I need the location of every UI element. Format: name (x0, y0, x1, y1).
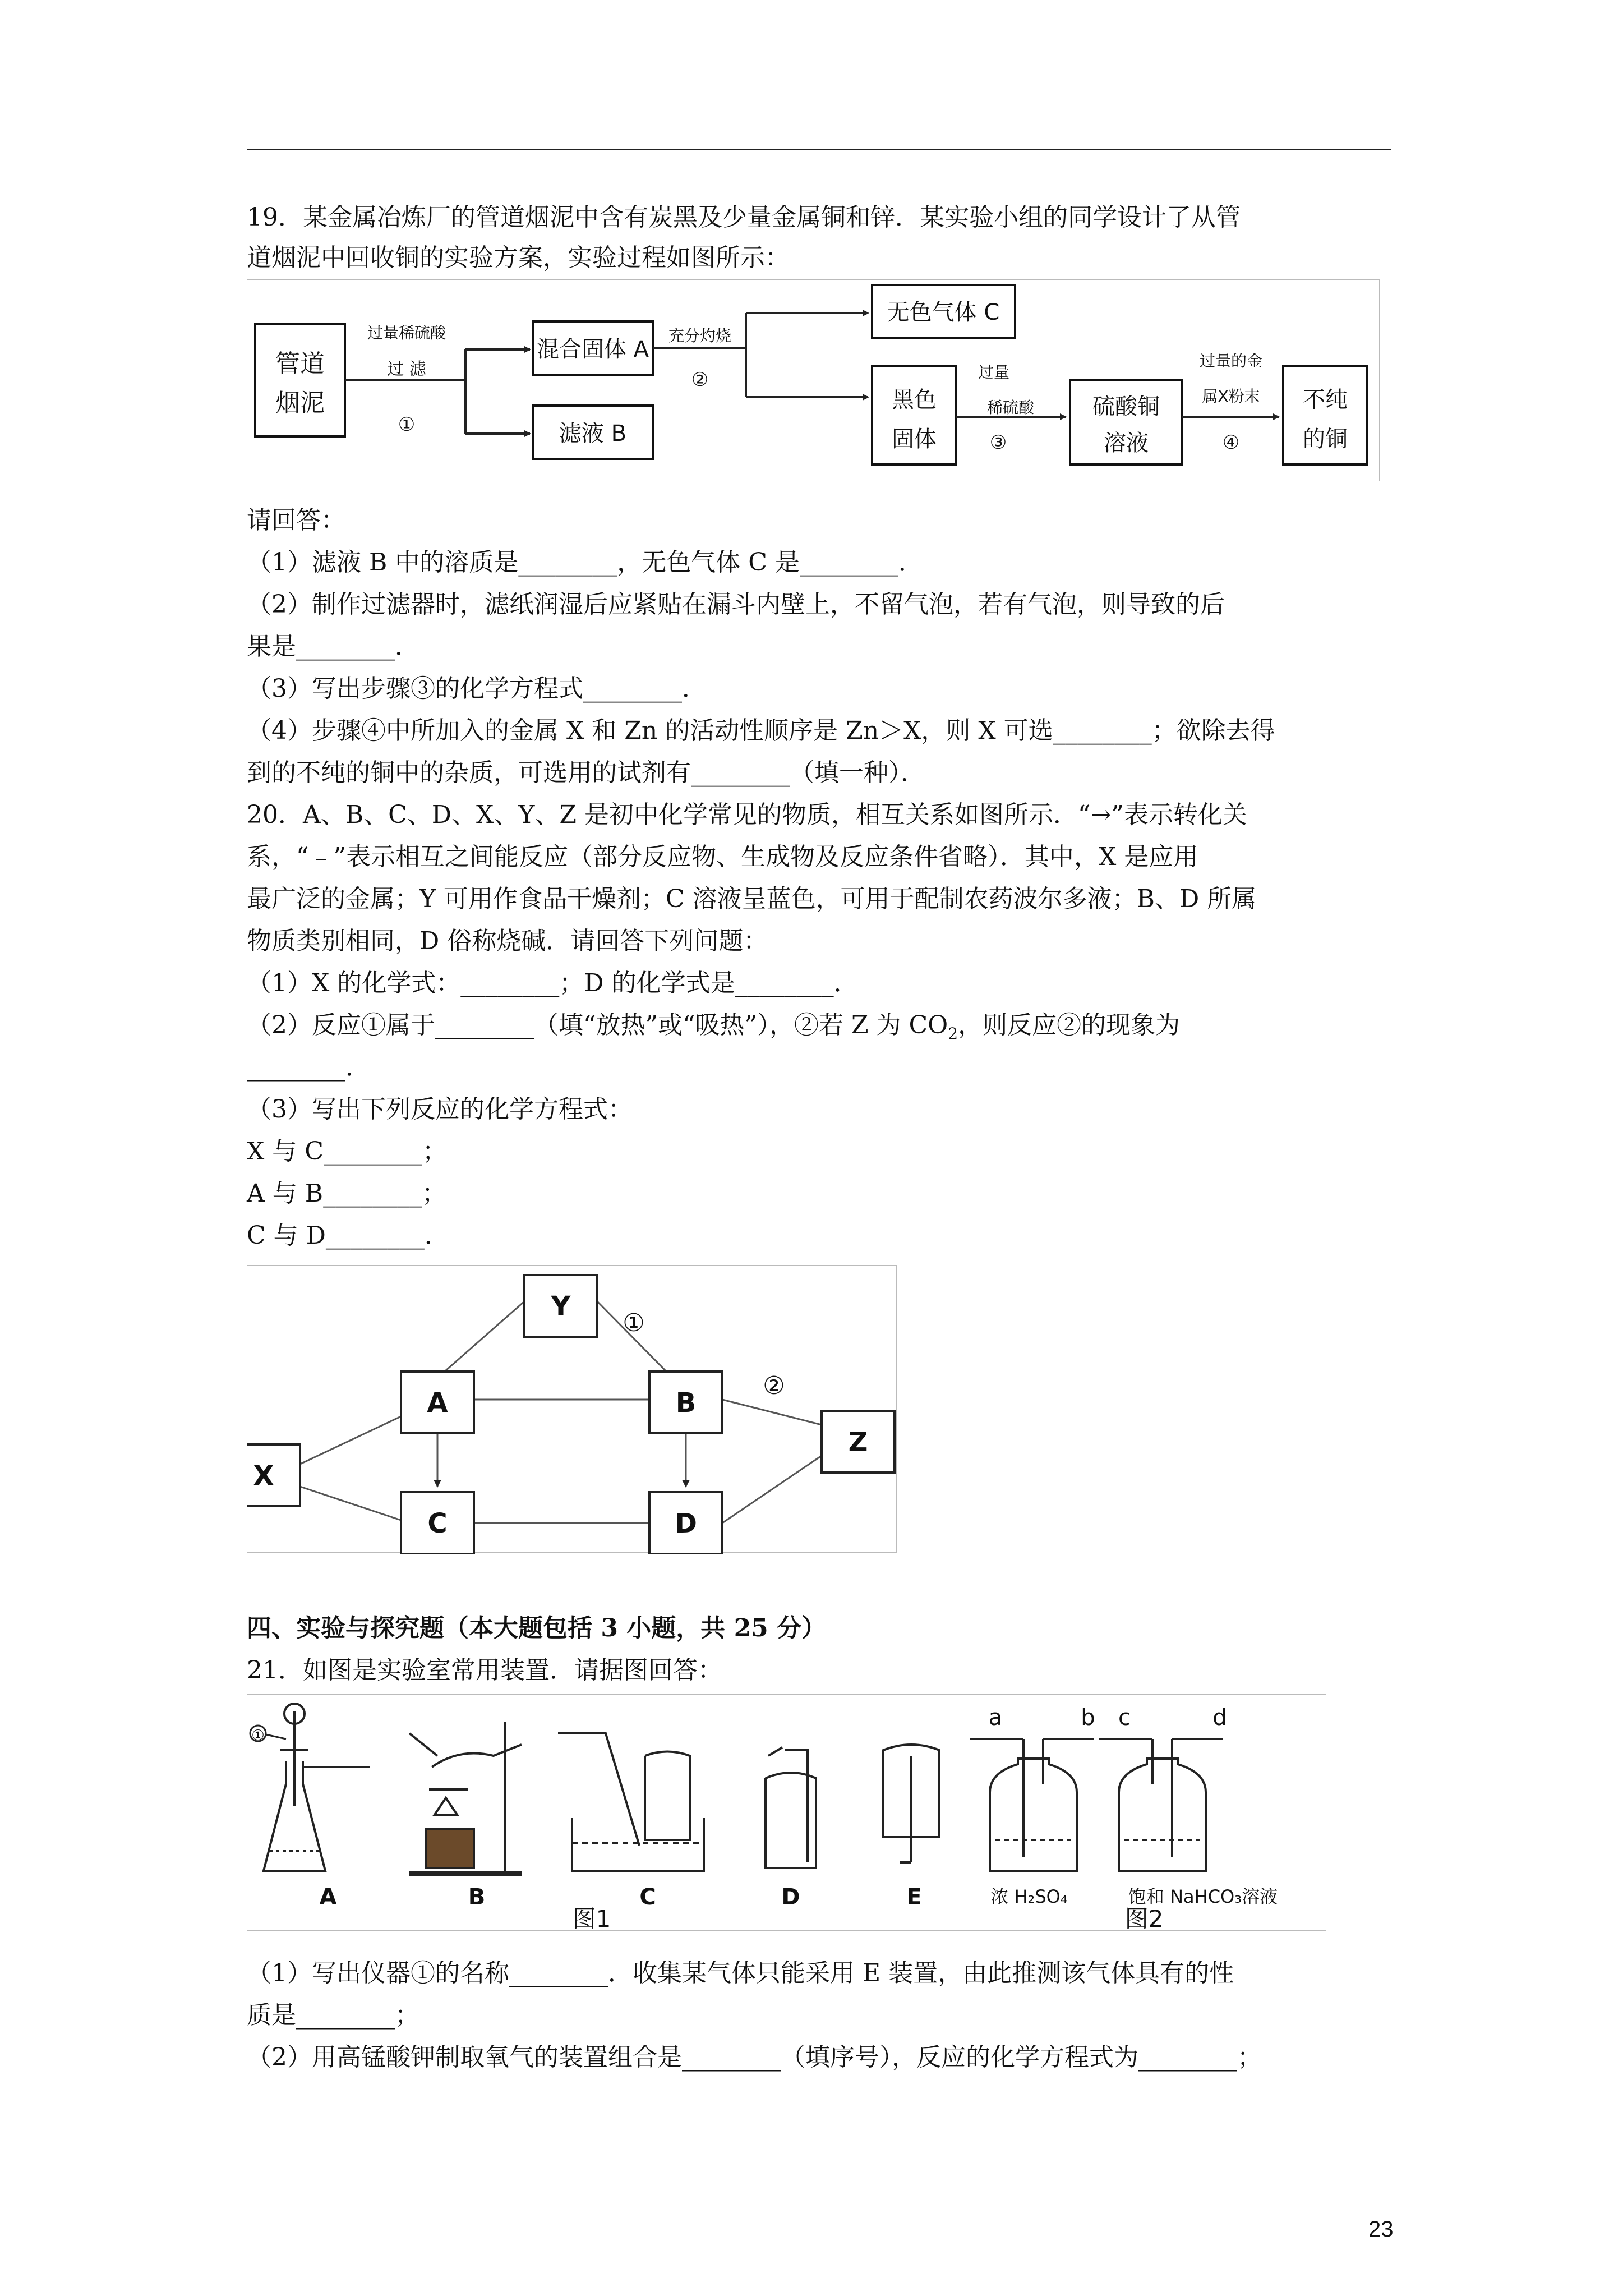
q21-text-line1: 21．如图是实验室常用装置．请据图回答： (247, 1656, 722, 1685)
node-c-label: C (427, 1508, 448, 1539)
q20-eq-xc: X 与 C________； (247, 1137, 447, 1166)
gas-wash-bottle-2 (1099, 1739, 1223, 1871)
apparatus-c (558, 1733, 704, 1871)
flow-arrow1-reagent: 过量稀硫酸 (367, 324, 446, 342)
flow-box-black-line2: 固体 (892, 426, 937, 452)
flow-arrow2-label: 充分灼烧 (668, 326, 732, 345)
flow-box-cu-line1: 不纯 (1303, 387, 1348, 413)
flow-arrow4-label2: 属X粉末 (1202, 387, 1260, 406)
flow-box-start-line2: 烟泥 (275, 389, 325, 417)
q19-part4-line2: 到的不纯的铜中的杂质，可选用的试剂有________（填一种）． (247, 758, 925, 787)
q19-part1: （1）滤液 B 中的溶质是________，无色气体 C 是________． (247, 548, 923, 577)
q21-part1-line2: 质是________； (247, 2001, 419, 2030)
apparatus-d (766, 1747, 816, 1868)
flow-step-4: ④ (1222, 431, 1240, 454)
instrument-1-marker: ① (251, 1727, 265, 1744)
reaction-1-label: ① (623, 1309, 645, 1337)
apparatus-label-d: D (781, 1884, 800, 1910)
flow-arrow3-label1: 过量 (978, 363, 1010, 381)
q19-flow-diagram (247, 279, 1380, 481)
port-d: d (1212, 1705, 1227, 1731)
node-b-label: B (675, 1387, 697, 1419)
q20-part2-post: ，则反应②的现象为 (958, 1011, 1181, 1039)
node-y-label: Y (551, 1291, 571, 1322)
flow-box-c-label: 无色气体 C (887, 300, 1000, 325)
q20-part2-subscript: 2 (948, 1024, 958, 1043)
figure-2-caption: 图2 (1124, 1905, 1164, 1932)
q20-part3: （3）写出下列反应的化学方程式： (247, 1095, 633, 1124)
flow-box-cu-line2: 的铜 (1303, 426, 1348, 452)
bottle-1-label: 浓 H₂SO₄ (990, 1886, 1068, 1907)
section-4-heading: 四、实验与探究题（本大题包括 3 小题，共 25 分） (247, 1614, 827, 1642)
node-a-label: A (427, 1387, 448, 1419)
apparatus-label-c: C (639, 1884, 656, 1910)
flow-box-black-line1: 黑色 (892, 387, 937, 413)
q19-ask: 请回答： (247, 506, 345, 535)
header-rule (247, 149, 1391, 150)
q20-part2-line2: ________． (247, 1053, 370, 1082)
flow-arrow4-label1: 过量的金 (1199, 352, 1263, 370)
q20-part2-pre: （2）反应①属于________（填“放热”或“吸热”），②若 Z 为 CO (247, 1011, 948, 1039)
q20-text-line3: 最广泛的金属；Y 可用作食品干燥剂；C 溶液呈蓝色，可用于配制农药波尔多液；B、D 所属 (247, 885, 1257, 913)
q19-part4-line1: （4）步骤④中所加入的金属 X 和 Zn 的活动性顺序是 Zn＞X，则 X 可选________；欲除去得 (247, 716, 1275, 745)
flow-box-start (255, 324, 345, 436)
port-c: c (1118, 1705, 1131, 1731)
q19-part2-line1: （2）制作过滤器时，滤纸润湿后应紧贴在漏斗内壁上，不留气泡，若有气泡，则导致的后 (247, 590, 1225, 619)
port-b: b (1081, 1705, 1095, 1731)
apparatus-label-e: E (906, 1884, 922, 1910)
q20-eq-cd: C 与 D________． (247, 1221, 449, 1250)
q19-part2-line2: 果是________． (247, 632, 419, 661)
apparatus-a (250, 1704, 370, 1871)
flow-box-a-label: 混合固体 A (536, 337, 649, 362)
q20-text-line4: 物质类别相同，D 俗称烧碱．请回答下列问题： (247, 927, 768, 955)
q21-part1-line1: （1）写出仪器①的名称________．收集某气体只能采用 E 装置，由此推测该气体具有的性 (247, 1959, 1234, 1987)
q21-part2: （2）用高锰酸钾制取氧气的装置组合是________（填序号），反应的化学方程式为________； (247, 2043, 1262, 2072)
flow-box-cuso4-line1: 硫酸铜 (1092, 394, 1160, 420)
page-number: 23 (1368, 2217, 1394, 2242)
q20-text-line2: 系，“﹣”表示相互之间能反应（部分反应物、生成物及反应条件省略）．其中，X 是应用 (247, 843, 1198, 871)
apparatus-label-a: A (319, 1884, 337, 1910)
node-z-label: Z (848, 1427, 868, 1458)
flow-step-3: ③ (989, 431, 1007, 454)
q20-text-line1: 20．A、B、C、D、X、Y、Z 是初中化学常见的物质，相互关系如图所示．“→”表示转化关 (247, 800, 1247, 829)
node-d-label: D (675, 1508, 697, 1539)
flow-box-b-label: 滤液 B (559, 421, 627, 447)
node-x-label: X (253, 1460, 274, 1492)
bottle-2-label: 饱和 NaHCO₃溶液 (1128, 1886, 1278, 1907)
q20-eq-ab: A 与 B________； (247, 1179, 447, 1208)
flow-box-start-line1: 管道 (275, 349, 325, 378)
q20-part2-line1 (247, 1010, 1180, 1050)
flow-step-2: ② (691, 369, 709, 391)
figure-1-caption: 图1 (572, 1905, 611, 1932)
q19-part3: （3）写出步骤③的化学方程式________． (247, 674, 707, 703)
q19-text-line1: 19．某金属冶炼厂的管道烟泥中含有炭黑及少量金属铜和锌．某实验小组的同学设计了从管 (247, 203, 1241, 232)
flow-box-cuso4-line2: 溶液 (1104, 430, 1149, 456)
q21-apparatus-figure (247, 1694, 1326, 1932)
apparatus-b (409, 1722, 522, 1874)
gas-wash-bottle-1 (970, 1739, 1094, 1871)
reaction-2-label: ② (763, 1372, 785, 1400)
q19-text-line2: 道烟泥中回收铜的实验方案，实验过程如图所示： (247, 243, 790, 272)
q20-part1: （1）X 的化学式：________；D 的化学式是________． (247, 969, 859, 997)
flow-step-1: ① (398, 413, 416, 436)
apparatus-e (883, 1745, 939, 1862)
flow-arrow3-label2: 稀硫酸 (986, 398, 1035, 417)
q20-relation-diagram (247, 1265, 897, 1554)
apparatus-label-b: B (468, 1884, 486, 1910)
flow-arrow1-filter: 过 滤 (387, 360, 426, 379)
port-a: a (988, 1705, 1003, 1731)
